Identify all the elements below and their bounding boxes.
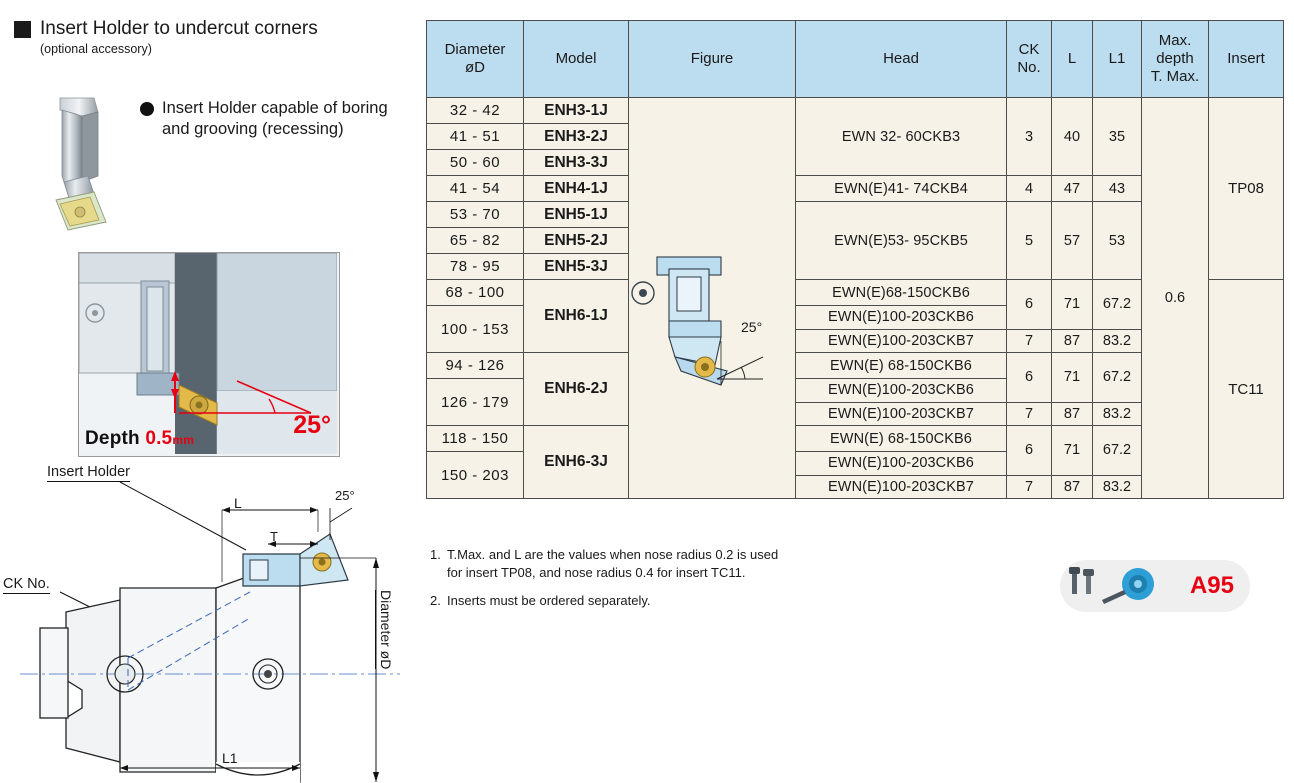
cell-model: ENH6-2J [524, 353, 629, 426]
accessory-badge [1060, 560, 1250, 612]
footnote-1 [430, 546, 850, 564]
col-header-ck-no: CK No. [1007, 21, 1052, 98]
col-header-insert: Insert [1209, 21, 1284, 98]
footnote-1-line2: for insert TP08, and nose radius 0.4 for insert TC11. [447, 564, 746, 580]
cell-l1: 83.2 [1093, 329, 1142, 353]
depth-unit: mm [172, 433, 195, 447]
cell-ck-no: 5 [1007, 202, 1052, 280]
square-bullet-icon [14, 21, 31, 38]
spec-table-container [426, 20, 1284, 499]
cell-diameter: 94 - 126 [427, 353, 524, 379]
cell-head: EWN(E)100-203CKB6 [796, 379, 1007, 403]
table-row [427, 98, 1284, 124]
cell-head: EWN(E)41- 74CKB4 [796, 176, 1007, 202]
cell-diameter: 41 - 51 [427, 124, 524, 150]
cell-ck-no: 7 [1007, 475, 1052, 499]
cell-diameter: 126 - 179 [427, 379, 524, 426]
cell-l1: 83.2 [1093, 475, 1142, 499]
cell-figure [629, 98, 796, 499]
cell-model: ENH5-3J [524, 254, 629, 280]
dimension-l1-label: L1 [222, 750, 238, 766]
round-bullet-icon [140, 102, 154, 116]
col-header-max-depth: Max. depth T. Max. [1142, 21, 1209, 98]
footnotes [430, 546, 850, 610]
cell-model: ENH3-2J [524, 124, 629, 150]
cell-diameter: 41 - 54 [427, 176, 524, 202]
col-header-head: Head [796, 21, 1007, 98]
undercut-angle-label: 25° [293, 411, 331, 439]
footnote-1-number: 1. [430, 547, 441, 562]
insert-holder-photo [42, 96, 127, 236]
dimension-l-label: L [234, 495, 242, 511]
cell-ck-no: 6 [1007, 353, 1052, 403]
cell-diameter: 100 - 153 [427, 306, 524, 353]
cell-head: EWN(E)53- 95CKB5 [796, 202, 1007, 280]
cell-head: EWN(E) 68-150CKB6 [796, 426, 1007, 452]
cell-l1: 35 [1093, 98, 1142, 176]
col-header-l: L [1052, 21, 1093, 98]
ck-no-label: CK No. [3, 576, 50, 592]
cell-l1: 53 [1093, 202, 1142, 280]
accessory-tools-icon [1060, 560, 1190, 612]
cell-ck-no: 4 [1007, 176, 1052, 202]
cell-diameter: 32 - 42 [427, 98, 524, 124]
cell-head: EWN(E)100-203CKB6 [796, 452, 1007, 476]
cell-model: ENH4-1J [524, 176, 629, 202]
cell-diameter: 68 - 100 [427, 280, 524, 306]
cell-ck-no: 6 [1007, 280, 1052, 330]
section-subtitle: (optional accessory) [40, 42, 152, 56]
cell-l1: 67.2 [1093, 353, 1142, 403]
cell-l: 71 [1052, 426, 1093, 476]
cell-diameter: 78 - 95 [427, 254, 524, 280]
cell-l: 87 [1052, 329, 1093, 353]
footnote-2 [430, 592, 850, 610]
cell-max-depth: 0.6 [1142, 98, 1209, 499]
holder-technical-drawing [0, 462, 420, 783]
cell-l: 71 [1052, 280, 1093, 330]
cell-head: EWN 32- 60CKB3 [796, 98, 1007, 176]
cell-l1: 43 [1093, 176, 1142, 202]
depth-label: Depth 0.5mm [85, 428, 195, 449]
cell-l: 87 [1052, 475, 1093, 499]
undercut-diagram [78, 252, 340, 457]
col-header-diameter: Diameter øD [427, 21, 524, 98]
cell-insert: TP08 [1209, 98, 1284, 280]
col-header-l1: L1 [1093, 21, 1142, 98]
cell-head: EWN(E)100-203CKB7 [796, 475, 1007, 499]
footnote-1-line1: T.Max. and L are the values when nose radius 0.2 is used [447, 547, 779, 562]
bullet-note [140, 98, 390, 140]
cell-ck-no: 7 [1007, 329, 1052, 353]
cell-head: EWN(E)100-203CKB7 [796, 329, 1007, 353]
cell-l: 40 [1052, 98, 1093, 176]
cell-diameter: 118 - 150 [427, 426, 524, 452]
cell-head: EWN(E)68-150CKB6 [796, 280, 1007, 306]
cell-model: ENH5-2J [524, 228, 629, 254]
cell-l1: 83.2 [1093, 402, 1142, 426]
accessory-code: A95 [1189, 572, 1234, 599]
cell-l: 47 [1052, 176, 1093, 202]
cell-model: ENH6-1J [524, 280, 629, 353]
cell-l: 71 [1052, 353, 1093, 403]
section-heading [14, 18, 318, 56]
cell-l1: 67.2 [1093, 426, 1142, 476]
insert-holder-label: Insert Holder [47, 464, 131, 480]
spec-table [426, 20, 1284, 499]
cell-l1: 67.2 [1093, 280, 1142, 330]
section-title: Insert Holder to undercut corners [40, 18, 318, 39]
footnote-2-line1: Inserts must be ordered separately. [447, 593, 651, 608]
bullet-note-text: Insert Holder capable of boring and grooving (recessing) [162, 99, 388, 138]
cell-ck-no: 6 [1007, 426, 1052, 476]
figure-drawing [629, 171, 795, 425]
dimension-t-label: T [270, 529, 278, 544]
cell-model: ENH3-1J [524, 98, 629, 124]
cell-l: 87 [1052, 402, 1093, 426]
cell-head: EWN(E)100-203CKB6 [796, 306, 1007, 330]
col-header-model: Model [524, 21, 629, 98]
col-header-figure: Figure [629, 21, 796, 98]
cell-model: ENH6-3J [524, 426, 629, 499]
cell-ck-no: 3 [1007, 98, 1052, 176]
cell-insert: TC11 [1209, 280, 1284, 499]
cell-head: EWN(E)100-203CKB7 [796, 402, 1007, 426]
cell-diameter: 50 - 60 [427, 150, 524, 176]
footnote-2-number: 2. [430, 593, 441, 608]
cell-head: EWN(E) 68-150CKB6 [796, 353, 1007, 379]
cell-diameter: 150 - 203 [427, 452, 524, 499]
cell-l: 57 [1052, 202, 1093, 280]
figure-angle-label: 25° [741, 319, 763, 335]
cell-diameter: 65 - 82 [427, 228, 524, 254]
cell-diameter: 53 - 70 [427, 202, 524, 228]
dimension-diameter-label: Diameter øD [375, 590, 394, 669]
cell-model: ENH3-3J [524, 150, 629, 176]
depth-value: 0.5 [145, 428, 173, 449]
left-column [0, 0, 420, 783]
cell-model: ENH5-1J [524, 202, 629, 228]
dimension-angle-label: 25° [335, 488, 355, 503]
cell-ck-no: 7 [1007, 402, 1052, 426]
table-header-row [427, 21, 1284, 98]
